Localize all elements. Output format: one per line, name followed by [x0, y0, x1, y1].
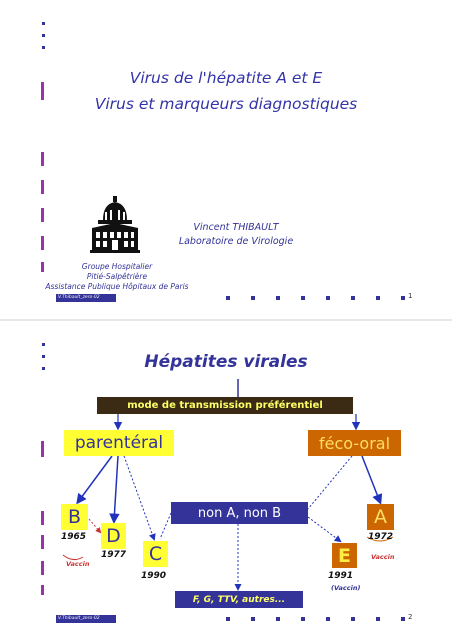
feco-oral-box: féco-oral	[308, 430, 401, 456]
decorative-dots	[42, 22, 46, 58]
slide-title-line-1: Virus de l'hépatite A et E	[129, 69, 323, 87]
institution-line-3: Assistance Publique Hôpitaux de Paris	[45, 282, 189, 291]
transmission-mode-banner: mode de transmission préférentiel	[97, 397, 353, 414]
year-c: 1990	[141, 571, 167, 581]
non-a-non-b-box: non A, non B	[171, 502, 308, 524]
vaccine-b-label: Vaccin	[66, 560, 90, 568]
virus-b-box: B	[61, 504, 88, 530]
year-a: 1972	[368, 532, 394, 542]
page-number: 2	[408, 613, 413, 621]
slide-title: Hépatites virales	[144, 352, 308, 372]
institution-line-1: Groupe Hospitalier	[81, 262, 153, 271]
slide-2	[0, 321, 452, 640]
virus-e-box: E	[332, 543, 357, 568]
hospital-dome-icon	[90, 196, 140, 258]
slide-1	[0, 0, 452, 319]
lab-name: Laboratoire de Virologie	[178, 236, 294, 247]
year-b: 1965	[61, 532, 87, 542]
institution-line-2: Pitié-Salpêtrière	[86, 272, 148, 281]
virus-c-box: C	[143, 541, 168, 567]
vaccine-a-label: Vaccin	[371, 553, 395, 561]
slide-title-line-2: Virus et marqueurs diagnostiques	[94, 95, 358, 113]
parenteral-box: parentéral	[64, 430, 174, 456]
virus-d-box: D	[101, 523, 126, 549]
virus-a-box: A	[367, 504, 394, 530]
slide-footer: V.Thibault_zero-02	[56, 294, 116, 302]
year-e: 1991	[328, 571, 354, 581]
author-name: Vincent THIBAULT	[193, 222, 279, 233]
year-d: 1977	[101, 550, 127, 560]
other-viruses-box: F, G, TTV, autres...	[175, 591, 303, 608]
vaccine-e-label: (Vaccin)	[331, 584, 361, 592]
slide-footer: V.Thibault_zero-02	[56, 615, 116, 623]
bottom-dots	[226, 296, 426, 300]
page-number: 1	[408, 292, 413, 300]
bottom-dots	[226, 617, 426, 621]
